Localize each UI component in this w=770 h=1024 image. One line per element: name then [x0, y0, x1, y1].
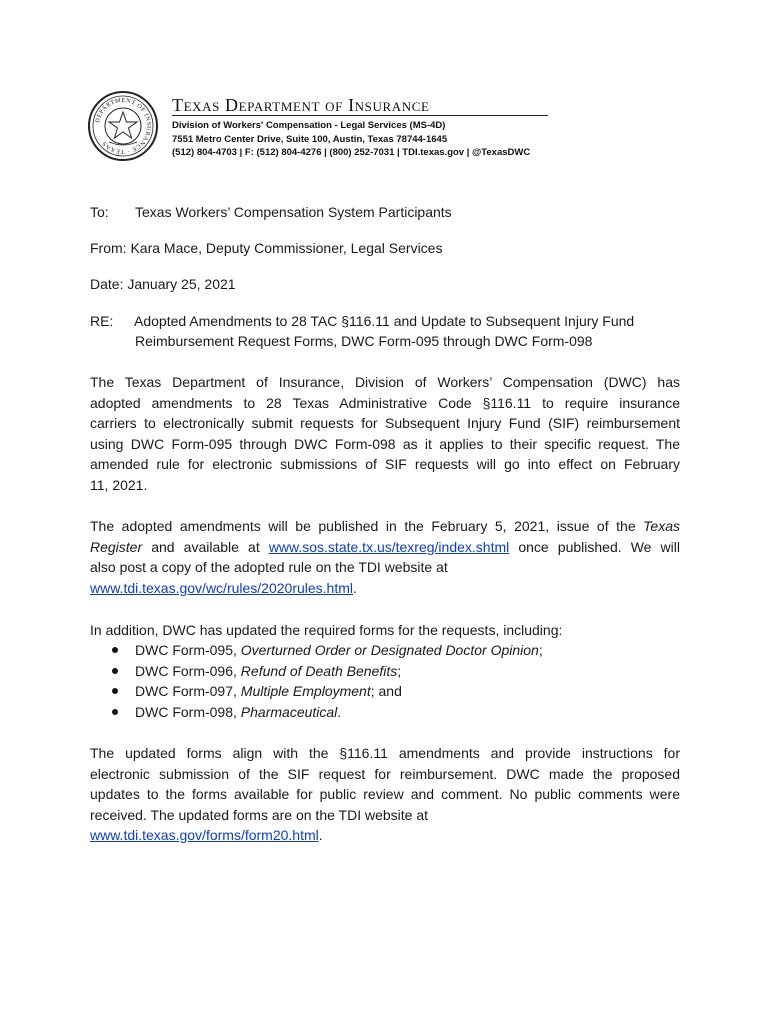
re-line-1: Adopted Amendments to 28 TAC §116.11 and Update to Subsequent Injury Fund: [134, 313, 635, 329]
text-line: received. The updated forms are on the TDI website at: [90, 806, 429, 823]
text-run: and available at: [142, 538, 269, 555]
to-value: Texas Workers’ Compensation System Participants: [135, 204, 452, 220]
paragraph-updated-forms: [90, 743, 680, 846]
text-line: 11, 2021.: [90, 476, 148, 493]
text-run: .: [337, 703, 342, 720]
memo-to: [90, 202, 452, 222]
texas-register-italic: Texas: [643, 518, 680, 534]
form-title: Refund of Death Benefits: [240, 662, 398, 679]
text-line: [90, 825, 680, 846]
form-number: DWC Form-096,: [135, 662, 241, 679]
paragraph-forms-intro: In addition, DWC has updated the required forms for the requests, including:: [90, 622, 563, 638]
text-run: ;: [538, 642, 543, 658]
form-number: DWC Form-097,: [135, 683, 241, 699]
form-number: DWC Form-095,: [135, 642, 241, 658]
text-run: ;: [397, 662, 402, 679]
memo-re: [90, 311, 634, 331]
text-line: updates to the forms available for public review and comment. No public comments were: [90, 786, 680, 802]
agency-name: Texas Department of Insurance: [172, 95, 430, 115]
text-run: .: [353, 579, 357, 596]
re-line-2: Reimbursement Request Forms, DWC Form-095 through DWC Form-098: [135, 333, 593, 349]
text-line: [90, 578, 680, 599]
contact-line: (512) 804-4703 | F: (512) 804-4276 | (800) 252-7031 | TDI.texas.gov | @TexasDWC: [172, 147, 531, 158]
text-line: adopted amendments to 28 Texas Administrative Code §116.11 to require insurance: [90, 394, 680, 411]
text-run: once published. We will: [509, 538, 680, 555]
date-label: Date:: [90, 276, 124, 292]
rules-link[interactable]: www.tdi.texas.gov/wc/rules/2020rules.html: [90, 579, 353, 596]
form-title: Pharmaceutical: [240, 703, 338, 720]
forms-list: [110, 640, 543, 722]
text-line: [90, 537, 680, 558]
tdi-seal-icon: [87, 90, 159, 162]
bullet-icon: [112, 668, 118, 674]
division-line: Division of Workers' Compensation - Legal Services (MS-4D): [172, 120, 446, 131]
list-item: [110, 640, 543, 661]
svg-text:DEPARTMENT OF INSURANCE · TEXA: [94, 97, 152, 155]
text-line: electronic submission of the SIF request for reimbursement. DWC made the proposed: [90, 765, 680, 782]
text-line: The Texas Department of Insurance, Division of Workers’ Compensation (DWC) has: [90, 374, 680, 390]
text-run: The adopted amendments will be published in the February 5, 2021, issue of the: [90, 518, 644, 534]
list-item: [110, 661, 543, 682]
form-title: Overturned Order or Designated Doctor Opinion: [240, 642, 539, 658]
form-title: Multiple Employment: [240, 683, 371, 699]
text-line: The updated forms align with the §116.11 amendments and provide instructions for: [90, 745, 680, 761]
texreg-link[interactable]: www.sos.state.tx.us/texreg/index.shtml: [268, 538, 510, 555]
text-line: also post a copy of the adopted rule on the TDI website at: [90, 559, 448, 575]
list-item: [110, 681, 543, 702]
from-value: Kara Mace, Deputy Commissioner, Legal Services: [130, 240, 443, 256]
bullet-icon: [112, 688, 118, 694]
to-label: To:: [90, 204, 109, 220]
text-run: .: [318, 827, 323, 843]
from-label: From:: [90, 240, 127, 256]
paragraph-intro: [90, 372, 680, 495]
text-line: amended rule for electronic submissions of SIF requests will go into effect on February: [90, 456, 680, 472]
memo-from: [90, 238, 442, 258]
forms-link[interactable]: www.tdi.texas.gov/forms/form20.html: [90, 827, 319, 843]
seal-text: DEPARTMENT OF INSURANCE · TEXAS: [94, 96, 153, 156]
memo-date: [90, 274, 236, 294]
letterhead-rule: [172, 115, 548, 116]
text-run: ; and: [370, 683, 402, 699]
register-italic: Register: [90, 538, 143, 555]
list-item: [110, 702, 543, 723]
bullet-icon: [112, 647, 118, 653]
re-label: RE:: [90, 313, 114, 329]
form-number: DWC Form-098,: [135, 703, 241, 720]
paragraph-publication: [90, 516, 680, 598]
text-line: [90, 516, 680, 537]
text-line: using DWC Form-095 through DWC Form-098 as it applies to their specific request. The: [90, 435, 680, 452]
bullet-icon: [112, 709, 118, 715]
date-value: January 25, 2021: [127, 276, 236, 292]
text-line: carriers to electronically submit requests for Subsequent Injury Fund (SIF) reimbursement: [90, 415, 680, 431]
address-line: 7551 Metro Center Drive, Suite 100, Austin, Texas 78744-1645: [172, 134, 448, 145]
